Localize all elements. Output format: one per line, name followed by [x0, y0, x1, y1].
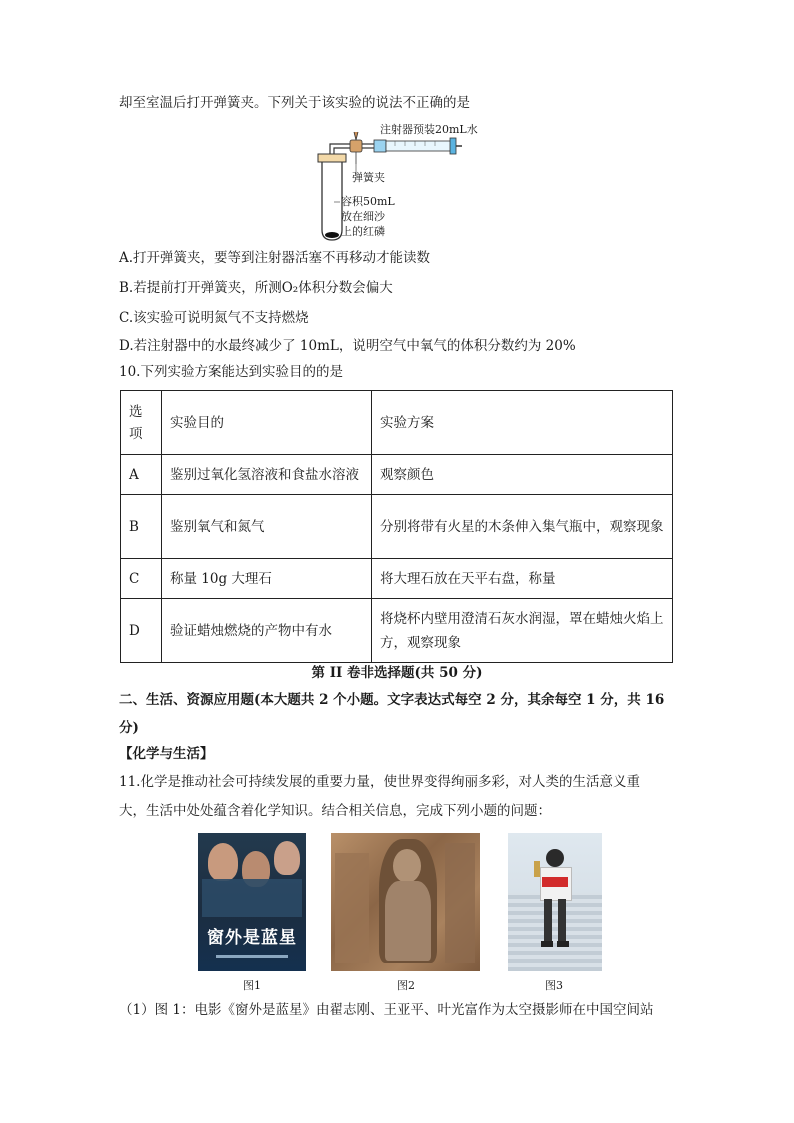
row-plan: 将大理石放在天平右盘，称量	[372, 559, 673, 599]
question-10-stem: 10.下列实验方案能达到实验目的的是	[119, 364, 343, 380]
row-option: D	[121, 599, 162, 663]
figure-2-grotto	[331, 833, 480, 971]
row-plan: 分别将带有火星的木条伸入集气瓶中，观察现象	[372, 495, 673, 559]
question-11-stem: 11.化学是推动社会可持续发展的重要力量，使世界变得绚丽多彩，对人类的生活意义重	[119, 774, 640, 790]
section-2-heading-cont: 分)	[119, 720, 139, 736]
section-2-heading: 二、生活、资源应用题(本大题共 2 个小题。文字表达式每空 2 分，其余每空 1 分，共 16	[119, 692, 665, 708]
row-option: B	[121, 495, 162, 559]
table-header-row	[121, 391, 673, 455]
table-row	[121, 455, 673, 495]
row-purpose: 验证蜡烛燃烧的产物中有水	[162, 599, 372, 663]
option-d: D.若注射器中的水最终减少了 10mL，说明空气中氧气的体积分数约为 20%	[119, 338, 576, 354]
option-c: C.该实验可说明氮气不支持燃烧	[119, 310, 309, 326]
table-row	[121, 599, 673, 663]
row-option: C	[121, 559, 162, 599]
figure-3-robot	[508, 833, 602, 971]
option-b: B.若提前打开弹簧夹，所测O₂体积分数会偏大	[119, 280, 393, 296]
row-plan: 将烧杯内壁用澄清石灰水润湿，罩在蜡烛火焰上方，观察现象	[372, 599, 673, 663]
part-2-title: 第 II 卷非选择题(共 50 分)	[311, 665, 483, 681]
figure-1-caption: 图1	[243, 979, 261, 992]
figure-1-poster	[198, 833, 306, 971]
figure-2-caption: 图2	[397, 979, 415, 992]
poster-title: 窗外是蓝星	[207, 928, 297, 948]
header-purpose: 实验目的	[162, 391, 372, 455]
clip-label: 弹簧夹	[352, 171, 385, 184]
question-11-part-1: （1）图 1：电影《窗外是蓝星》由翟志刚、王亚平、叶光富作为太空摄影师在中国空间站	[119, 1002, 654, 1018]
header-option: 选项	[121, 391, 162, 455]
table-row	[121, 559, 673, 599]
row-purpose: 称量 10g 大理石	[162, 559, 372, 599]
row-option: A	[121, 455, 162, 495]
option-a: A.打开弹簧夹，要等到注射器活塞不再移动才能读数	[119, 250, 431, 266]
table-row	[121, 495, 673, 559]
syringe-label: 注射器预装20mL水	[380, 123, 478, 136]
subsection-title: 【化学与生活】	[119, 746, 214, 762]
question-11-stem-cont: 大，生活中处处蕴含着化学知识。结合相关信息，完成下列小题的问题：	[119, 803, 551, 819]
figure-3-caption: 图3	[545, 979, 563, 992]
header-plan: 实验方案	[372, 391, 673, 455]
tube-label: 容积50mL 放在细沙 上的红磷	[341, 195, 395, 238]
row-purpose: 鉴别氧气和氮气	[162, 495, 372, 559]
experiment-table	[120, 390, 673, 663]
row-purpose: 鉴别过氧化氢溶液和食盐水溶液	[162, 455, 372, 495]
question-9-stem-end: 却至室温后打开弹簧夹。下列关于该实验的说法不正确的是	[119, 95, 470, 111]
row-plan: 观察颜色	[372, 455, 673, 495]
